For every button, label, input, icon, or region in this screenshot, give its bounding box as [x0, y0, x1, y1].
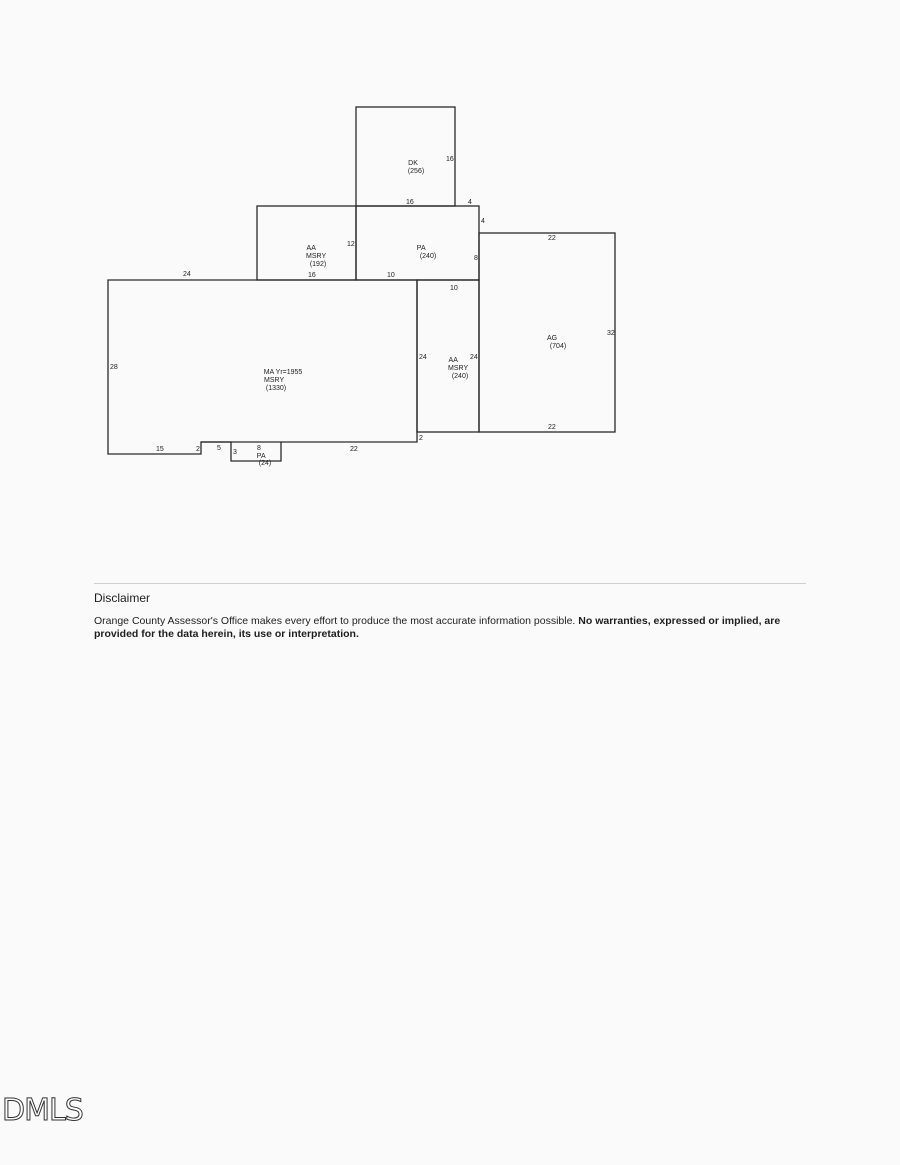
dimension-label: 16 — [406, 199, 414, 206]
dimension-label: 8 — [257, 445, 261, 452]
dimension-label: 10 — [450, 285, 458, 292]
dimension-label: 12 — [347, 241, 355, 248]
dmls-watermark: DMLS — [2, 1093, 83, 1128]
disclaimer-text — [94, 615, 806, 641]
area-label-garage: AG (704) — [546, 335, 567, 350]
dimension-label: 22 — [548, 235, 556, 242]
area-label-stoop: PA (24) — [256, 453, 272, 467]
disclaimer-title: Disclaimer — [94, 591, 151, 605]
building-sketch — [0, 0, 900, 560]
dimension-label: 16 — [308, 272, 316, 279]
section-divider — [94, 583, 806, 584]
dimension-label: 10 — [387, 272, 395, 279]
dimension-label: 8 — [474, 255, 478, 262]
dimension-label: 24 — [470, 354, 478, 361]
stoop-outline — [201, 442, 281, 461]
dimension-labels — [110, 156, 615, 456]
area-label-main-house: MA Yr=1955 MSRY (1330) — [263, 369, 303, 392]
dimension-label: 3 — [233, 449, 237, 456]
dimension-label: 4 — [481, 218, 485, 225]
disclaimer-text-bold: No warranties, expressed or implied, are provided for the data herein, its use or interpretation. — [94, 615, 781, 640]
dimension-label: 5 — [217, 445, 221, 452]
disclaimer-text-regular: Orange County Assessor's Office makes every effort to produce the most accurate information possible. — [94, 615, 579, 627]
dimension-label: 16 — [446, 156, 454, 163]
main-house-outline — [108, 280, 417, 454]
area-label-rear-addition: AA MSRY (240) — [448, 357, 469, 380]
sketch-outlines — [108, 107, 615, 461]
dimension-label: 15 — [156, 446, 164, 453]
dimension-label: 24 — [183, 271, 191, 278]
porch-outline — [356, 206, 479, 280]
deck-outline — [356, 107, 455, 206]
garage-outline — [479, 233, 615, 432]
dimension-label: 32 — [607, 330, 615, 337]
dimension-label: 28 — [110, 364, 118, 371]
addition-outline — [257, 206, 356, 280]
dimension-label: 22 — [350, 446, 358, 453]
dimension-label: 22 — [548, 424, 556, 431]
area-label-porch: PA (240) — [416, 245, 437, 260]
dimension-label: 2 — [196, 446, 200, 453]
area-label-addition: AA MSRY (192) — [306, 245, 327, 268]
dimension-label: 2 — [419, 435, 423, 442]
dimension-label: 24 — [419, 354, 427, 361]
area-label-deck: DK (256) — [407, 160, 425, 175]
dimension-label: 4 — [468, 199, 472, 206]
